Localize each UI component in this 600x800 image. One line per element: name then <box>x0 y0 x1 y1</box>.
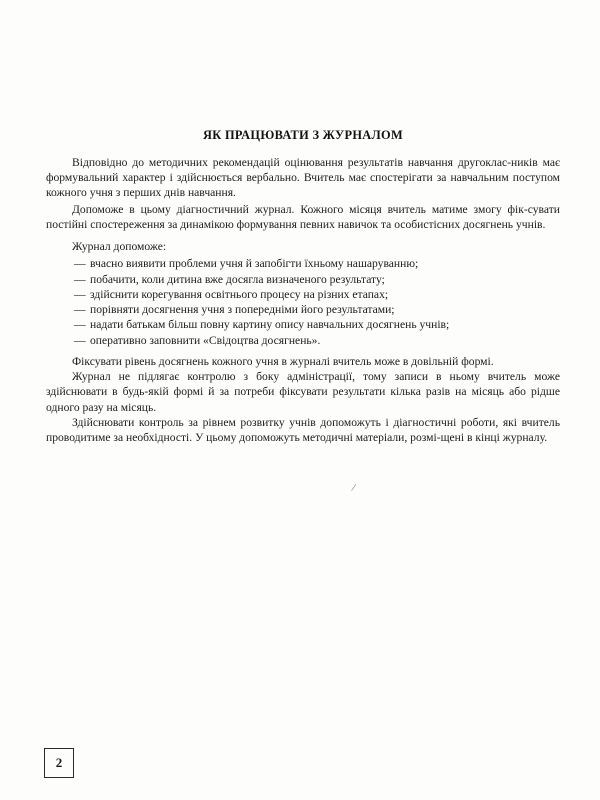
dash-icon: — <box>74 303 86 317</box>
list-item-label: оперативно заповнити «Свідоцтва досягнень». <box>90 333 321 347</box>
dash-icon: — <box>74 272 86 286</box>
benefits-list <box>46 256 560 348</box>
page-title: ЯК ПРАЦЮВАТИ З ЖУРНАЛОМ <box>203 128 403 142</box>
list-item <box>74 317 560 332</box>
stray-pen-mark: / <box>350 481 357 495</box>
list-item-label: порівняти досягнення учня з попередніми його результатами; <box>90 303 395 317</box>
paragraph-1: Відповідно до методичних рекомендацій оцінювання результатів навчання другоклас-ників має формувальний характер і здійснюється вербально. Вчитель має спостерігати за навчальним поступом кожного учня з перших днів навчання. <box>46 156 560 200</box>
list-item <box>74 302 560 317</box>
dash-icon: — <box>74 333 86 347</box>
list-item-label: надати батькам більш повну картину опису навчальних досягнень учнів; <box>90 318 450 332</box>
page-body <box>46 128 560 445</box>
dash-icon: — <box>74 318 86 332</box>
list-item <box>74 287 560 302</box>
closing-paragraph-1: Фіксувати рівень досягнень кожного учня в журналі вчитель може в довільній формі. <box>72 355 494 368</box>
list-lead-in: Журнал допоможе: <box>72 240 167 254</box>
closing-paragraph-2: Журнал не підлягає контролю з боку адміністрації, тому записи в ньому вчитель може здійснювати в будь-якій формі й за потреби фіксувати результати кілька разів на місяць або рідше одного разу на місяць. <box>46 370 560 414</box>
page-number: 2 <box>55 755 63 770</box>
list-item <box>74 272 560 287</box>
list-item-label: вчасно виявити проблеми учня й запобігти їхньому нашаруванню; <box>90 257 419 271</box>
page-number-box <box>44 748 74 778</box>
list-item <box>74 256 560 271</box>
list-item-label: здійснити корегування освітнього процесу на різних етапах; <box>90 287 389 301</box>
list-item <box>74 333 560 348</box>
closing-section <box>46 354 560 445</box>
closing-paragraph-3: Здійснювати контроль за рівнем розвитку учнів допоможуть і діагностичні роботи, які вчитель проводитиме за необхідності. У цьому допоможуть методичні матеріали, розмі-щені в кінці журналу. <box>46 415 560 445</box>
list-item-label: побачити, коли дитина вже досягла визначеного результату; <box>90 272 385 286</box>
dash-icon: — <box>74 257 86 271</box>
paragraph-2: Допоможе в цьому діагностичний журнал. Кожного місяця вчитель матиме змогу фік-сувати постійні спостереження за динамікою формування певних навичок та особистісних досягнень учнів. <box>46 202 560 231</box>
dash-icon: — <box>74 287 86 301</box>
